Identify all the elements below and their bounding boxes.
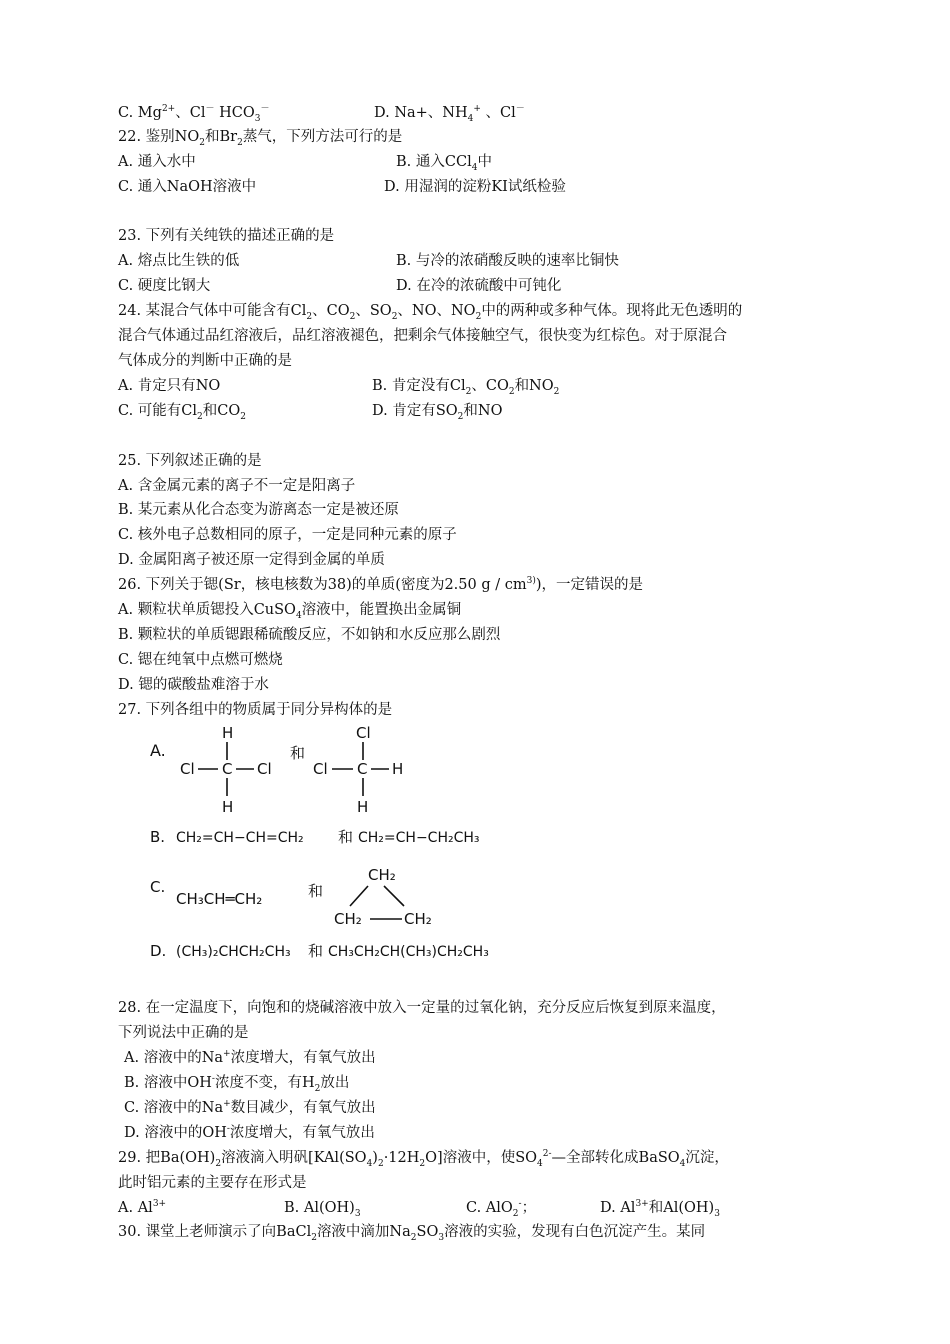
q26-stem: 26. 下列关于锶(Sr，核电核数为38)的单质(密度为2.50 g / $cm^{3)}$)，一定错误的是 xyxy=(118,576,644,593)
q21-option-c: C. $Mg^{2+}$、Cl－ $HCO_3^-$ xyxy=(118,104,270,124)
q25-option-a: A. 含金属元素的离子不一定是阳离子 xyxy=(118,478,356,494)
q27-c-ring-bond-left xyxy=(350,886,368,906)
q23-option-b: B. 与冷的浓硝酸反映的速率比铜快 xyxy=(396,253,619,269)
q28-option-b: B. 溶液中OH-浓度不变，有$H_2$放出 xyxy=(124,1074,350,1094)
q27-a1-cl-right: Cl xyxy=(257,760,272,778)
q27-a1-cl-left: Cl xyxy=(180,760,195,778)
q25-option-d: D. 金属阳离子被还原一定得到金属的单质 xyxy=(118,552,385,568)
q24-option-b: B. 肯定没有$Cl_2$、$CO_2$和$NO_2$ xyxy=(372,378,560,397)
q27-b2-formula: CH₂=CH−CH₂CH₃ xyxy=(358,830,480,846)
q23-option-d: D. 在冷的浓硫酸中可钝化 xyxy=(396,278,562,294)
q29-option-a: A. $Al^{3+}$ xyxy=(118,1199,167,1216)
q27-b1-formula: CH₂=CH−CH=CH₂ xyxy=(176,830,304,846)
q24-stem-line2: 混合气体通过品红溶液后，品红溶液褪色，把剩余气体接触空气，很快变为红棕色。对于原混合 xyxy=(118,328,727,344)
q29-stem-line1: 29. 把$Ba(OH)_2$溶液滴入明矾$[KAl(SO_4)_2\cdot 12H_2O]$溶液中，使$SO_4^{2-}—$全部转化成BaSO$_4$沉淀， xyxy=(118,1149,729,1169)
q26-option-c: C. 锶在纯氧中点燃可燃烧 xyxy=(118,652,283,668)
q27-b-he: 和 xyxy=(338,828,354,846)
q27-label-b: B. xyxy=(150,828,166,846)
q27-a1-c: C xyxy=(222,760,233,778)
q29-option-b: B. $Al(OH)_3$ xyxy=(284,1200,361,1219)
q27-c-he: 和 xyxy=(308,882,324,900)
q29-stem-line2: 此时铝元素的主要存在形式是 xyxy=(118,1175,307,1191)
q27-c-ring-top: CH₂ xyxy=(368,866,396,884)
q27-a1-h-top: H xyxy=(222,724,234,742)
q24-stem-line3: 气体成分的判断中正确的是 xyxy=(118,353,292,369)
q25-stem: 25. 下列叙述正确的是 xyxy=(118,453,262,469)
q27-c-ring-right: CH₂ xyxy=(404,910,432,928)
q27-c1-formula: CH₃CH═CH₂ xyxy=(176,890,263,908)
q24-option-d: D. 肯定有$SO_2$和NO xyxy=(372,403,503,422)
q26-option-a: A. 颗粒状单质锶投入CuSO$_4$溶液中，能置换出金属铜 xyxy=(118,602,462,621)
q28-stem-line2: 下列说法中正确的是 xyxy=(118,1025,249,1041)
q27-a-he: 和 xyxy=(290,744,306,762)
q29-option-d: D. $Al^{3+}$和$Al(OH)_3$ xyxy=(600,1199,720,1219)
q28-stem-line1: 28. 在一定温度下，向饱和的烧碱溶液中放入一定量的过氧化钠，充分反应后恢复到原来温度， xyxy=(118,1000,726,1016)
q27-c-ring-bond-right xyxy=(384,886,404,906)
q27-label-c: C. xyxy=(150,878,166,896)
q21-option-d: D. Na+、$NH_4^+$ 、Cl－ xyxy=(374,104,525,124)
q27-a2-c: C xyxy=(357,760,368,778)
q27-a2-cl-left: Cl xyxy=(313,760,328,778)
q27-c-ring-left: CH₂ xyxy=(334,910,362,928)
q26-option-b: B. 颗粒状的单质锶跟稀硫酸反应，不如钠和水反应那么剧烈 xyxy=(118,627,501,643)
q23-option-c: C. 硬度比钢大 xyxy=(118,278,211,294)
q30-stem: 30. 课堂上老师演示了向BaCl$_2$溶液中滴加$Na_2SO_3$溶液的实验，发现有白色沉淀产生。某同 xyxy=(118,1224,706,1243)
q27-stem: 27. 下列各组中的物质属于同分异构体的是 xyxy=(118,702,393,718)
q23-option-a: A. 熔点比生铁的低 xyxy=(118,253,240,269)
q24-option-c: C. 可能有$Cl_2$和$CO_2$ xyxy=(118,403,246,422)
q22-option-b: B. 通入CCl$_4$中 xyxy=(396,154,492,173)
q28-option-a: A. 溶液中的Na+浓度增大，有氧气放出 xyxy=(124,1049,376,1066)
q22-option-d: D. 用湿润的淀粉KI试纸检验 xyxy=(384,179,566,195)
q22-option-c: C. 通入NaOH溶液中 xyxy=(118,179,257,195)
q27-a2-h-right: H xyxy=(392,760,404,778)
q27-structures-figure xyxy=(140,720,540,974)
q28-option-c: C. 溶液中的Na+数目减少，有氧气放出 xyxy=(124,1099,376,1116)
q25-option-b: B. 某元素从化合态变为游离态一定是被还原 xyxy=(118,502,399,518)
q25-option-c: C. 核外电子总数相同的原子，一定是同种元素的原子 xyxy=(118,527,457,543)
q28-option-d: D. 溶液中的OH-浓度增大，有氧气放出 xyxy=(124,1124,375,1141)
q27-label-a: A. xyxy=(150,741,166,760)
q24-stem-line1: 24. 某混合气体中可能含有$Cl_2$、$CO_2$、$SO_2$、NO、$NO_2$中的两种或多种气体。现将此无色透明的 xyxy=(118,303,743,322)
q27-a2-cl-top: Cl xyxy=(356,724,371,742)
q29-option-c: C. AlO$_2$-； xyxy=(466,1199,537,1219)
q23-stem: 23. 下列有关纯铁的描述正确的是 xyxy=(118,228,335,244)
q22-option-a: A. 通入水中 xyxy=(118,154,196,170)
q27-d1-formula: (CH₃)₂CHCH₂CH₃ xyxy=(176,944,291,960)
q22-stem: 22. 鉴别$NO_2$和$Br_2$蒸气，下列方法可行的是 xyxy=(118,129,403,148)
q27-label-d: D. xyxy=(150,942,167,960)
q27-d2-formula: CH₃CH₂CH(CH₃)CH₂CH₃ xyxy=(328,944,489,960)
q27-a1-h-bottom: H xyxy=(222,798,234,816)
q26-option-d: D. 锶的碳酸盐难溶于水 xyxy=(118,677,269,693)
q24-option-a: A. 肯定只有NO xyxy=(118,378,221,394)
q27-d-he: 和 xyxy=(308,942,324,960)
q27-a2-h-bottom: H xyxy=(357,798,369,816)
